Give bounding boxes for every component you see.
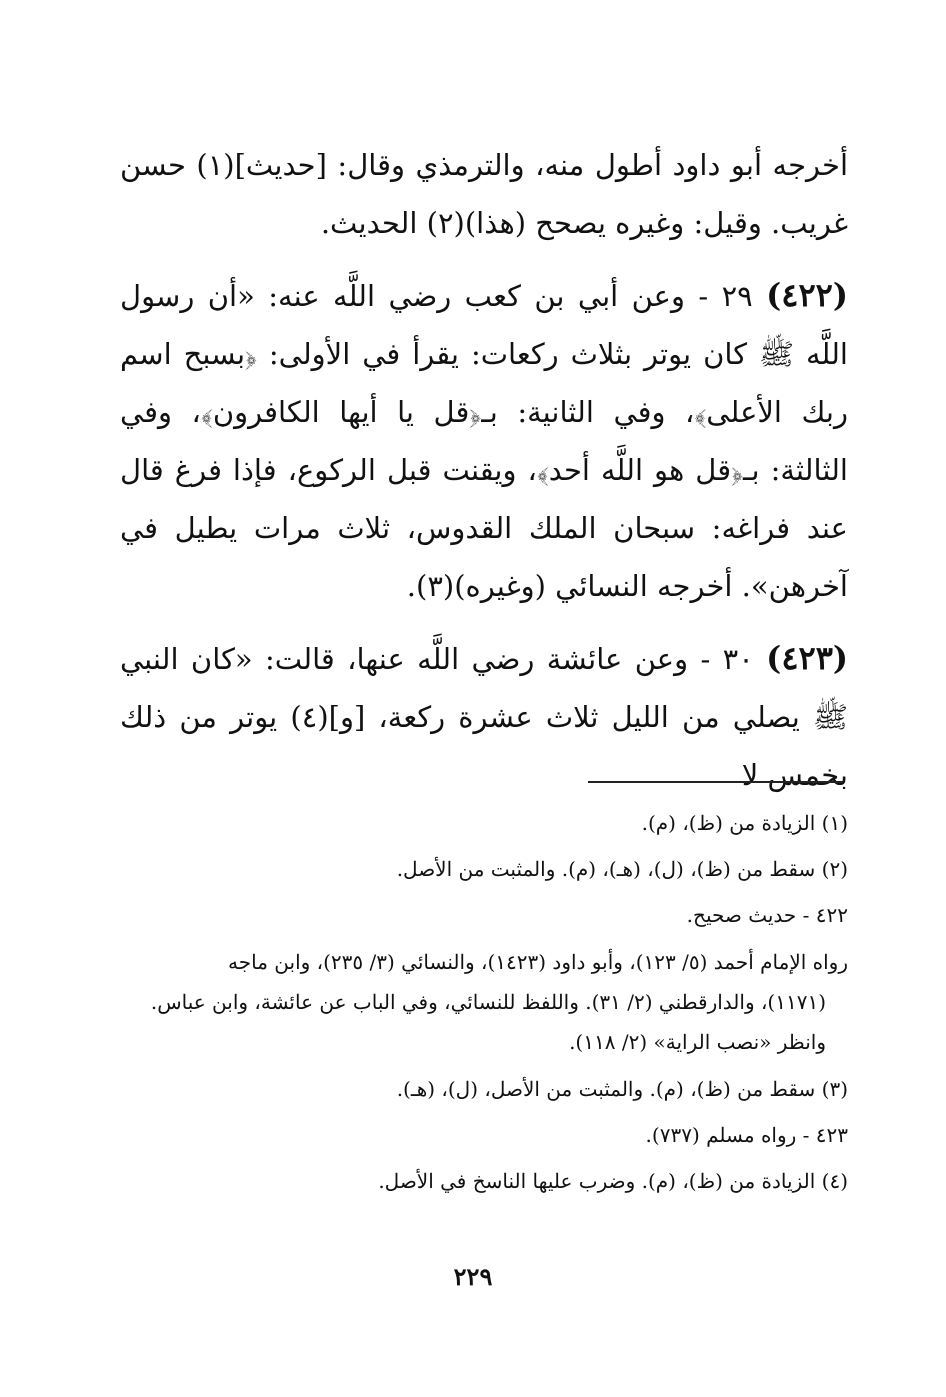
- footnotes: [120, 800, 848, 1204]
- hadith-423-text: ٣٠ - وعن عائشة رضي اللَّه عنها، قالت: «كان النبي ﷺ يصلي من الليل ثلاث عشرة ركعة، [و](٤) يوتر من ذلك بخمس لا: [120, 642, 848, 792]
- hadith-423: [120, 629, 848, 804]
- footnote-423-source: ٤٢٣ - رواه مسلم (٧٣٧).: [645, 1123, 848, 1147]
- hadith-422: [120, 266, 848, 615]
- footnote-422-sources: [120, 938, 848, 1066]
- footnote-422-sources-cont: (١١٧١)، والدارقطني (٢/ ٣١). واللفظ للنسائي، وفي الباب عن عائشة، وابن عباس. وانظر «نصب الراية» (٢/ ١١٨).: [150, 990, 826, 1054]
- footnote-3: (٣) سقط من (ظ)، (م). والمثبت من الأصل، (ل)، (هـ).: [396, 1077, 848, 1101]
- footnote-4: (٤) الزيادة من (ظ)، (م). وضرب عليها الناسخ في الأصل.: [378, 1169, 848, 1193]
- footnote-2: (٢) سقط من (ظ)، (ل)، (هـ)، (م). والمثبت من الأصل.: [396, 857, 848, 881]
- paragraph-continuation: أخرجه أبو داود أطول منه، والترمذي وقال: [حديث](١) حسن غريب. وقيل: وغيره يصحح (هذا)(٢) الحديث.: [120, 148, 849, 240]
- footnote-422-grade: ٤٢٢ - حديث صحيح.: [686, 903, 848, 927]
- footnote-1: (١) الزيادة من (ظ)، (م).: [641, 811, 848, 835]
- hadith-number-422: (٤٢٢): [766, 276, 848, 314]
- main-text: [120, 136, 848, 804]
- footnote-separator: [588, 781, 843, 783]
- hadith-number-423: (٤٢٣): [766, 639, 849, 677]
- page-number: ٢٢٩: [453, 1262, 493, 1291]
- hadith-422-text: ٢٩ - وعن أبي بن كعب رضي اللَّه عنه: «أن رسول اللَّه ﷺ كان يوتر بثلاث ركعات: يقرأ في الأولى: ﴿بسبح اسم ربك الأعلى﴾، وفي الثانية: بـ﴿قل يا أيها الكافرون﴾، وفي الثالثة: بـ﴿قل هو اللَّه أحد﴾، ويقنت قبل الركوع، فإذا فرغ قال عند فراغه: سبحان الملك القدوس، ثلاث مرات يطيل في آخرهن». أخرجه النسائي (وغيره)(٣).: [120, 279, 848, 603]
- footnote-422-sources-line1: رواه الإمام أحمد (٥/ ١٢٣)، وأبو داود (١٤٢٣)، والنسائي (٣/ ٢٣٥)، وابن ماجه: [228, 950, 848, 974]
